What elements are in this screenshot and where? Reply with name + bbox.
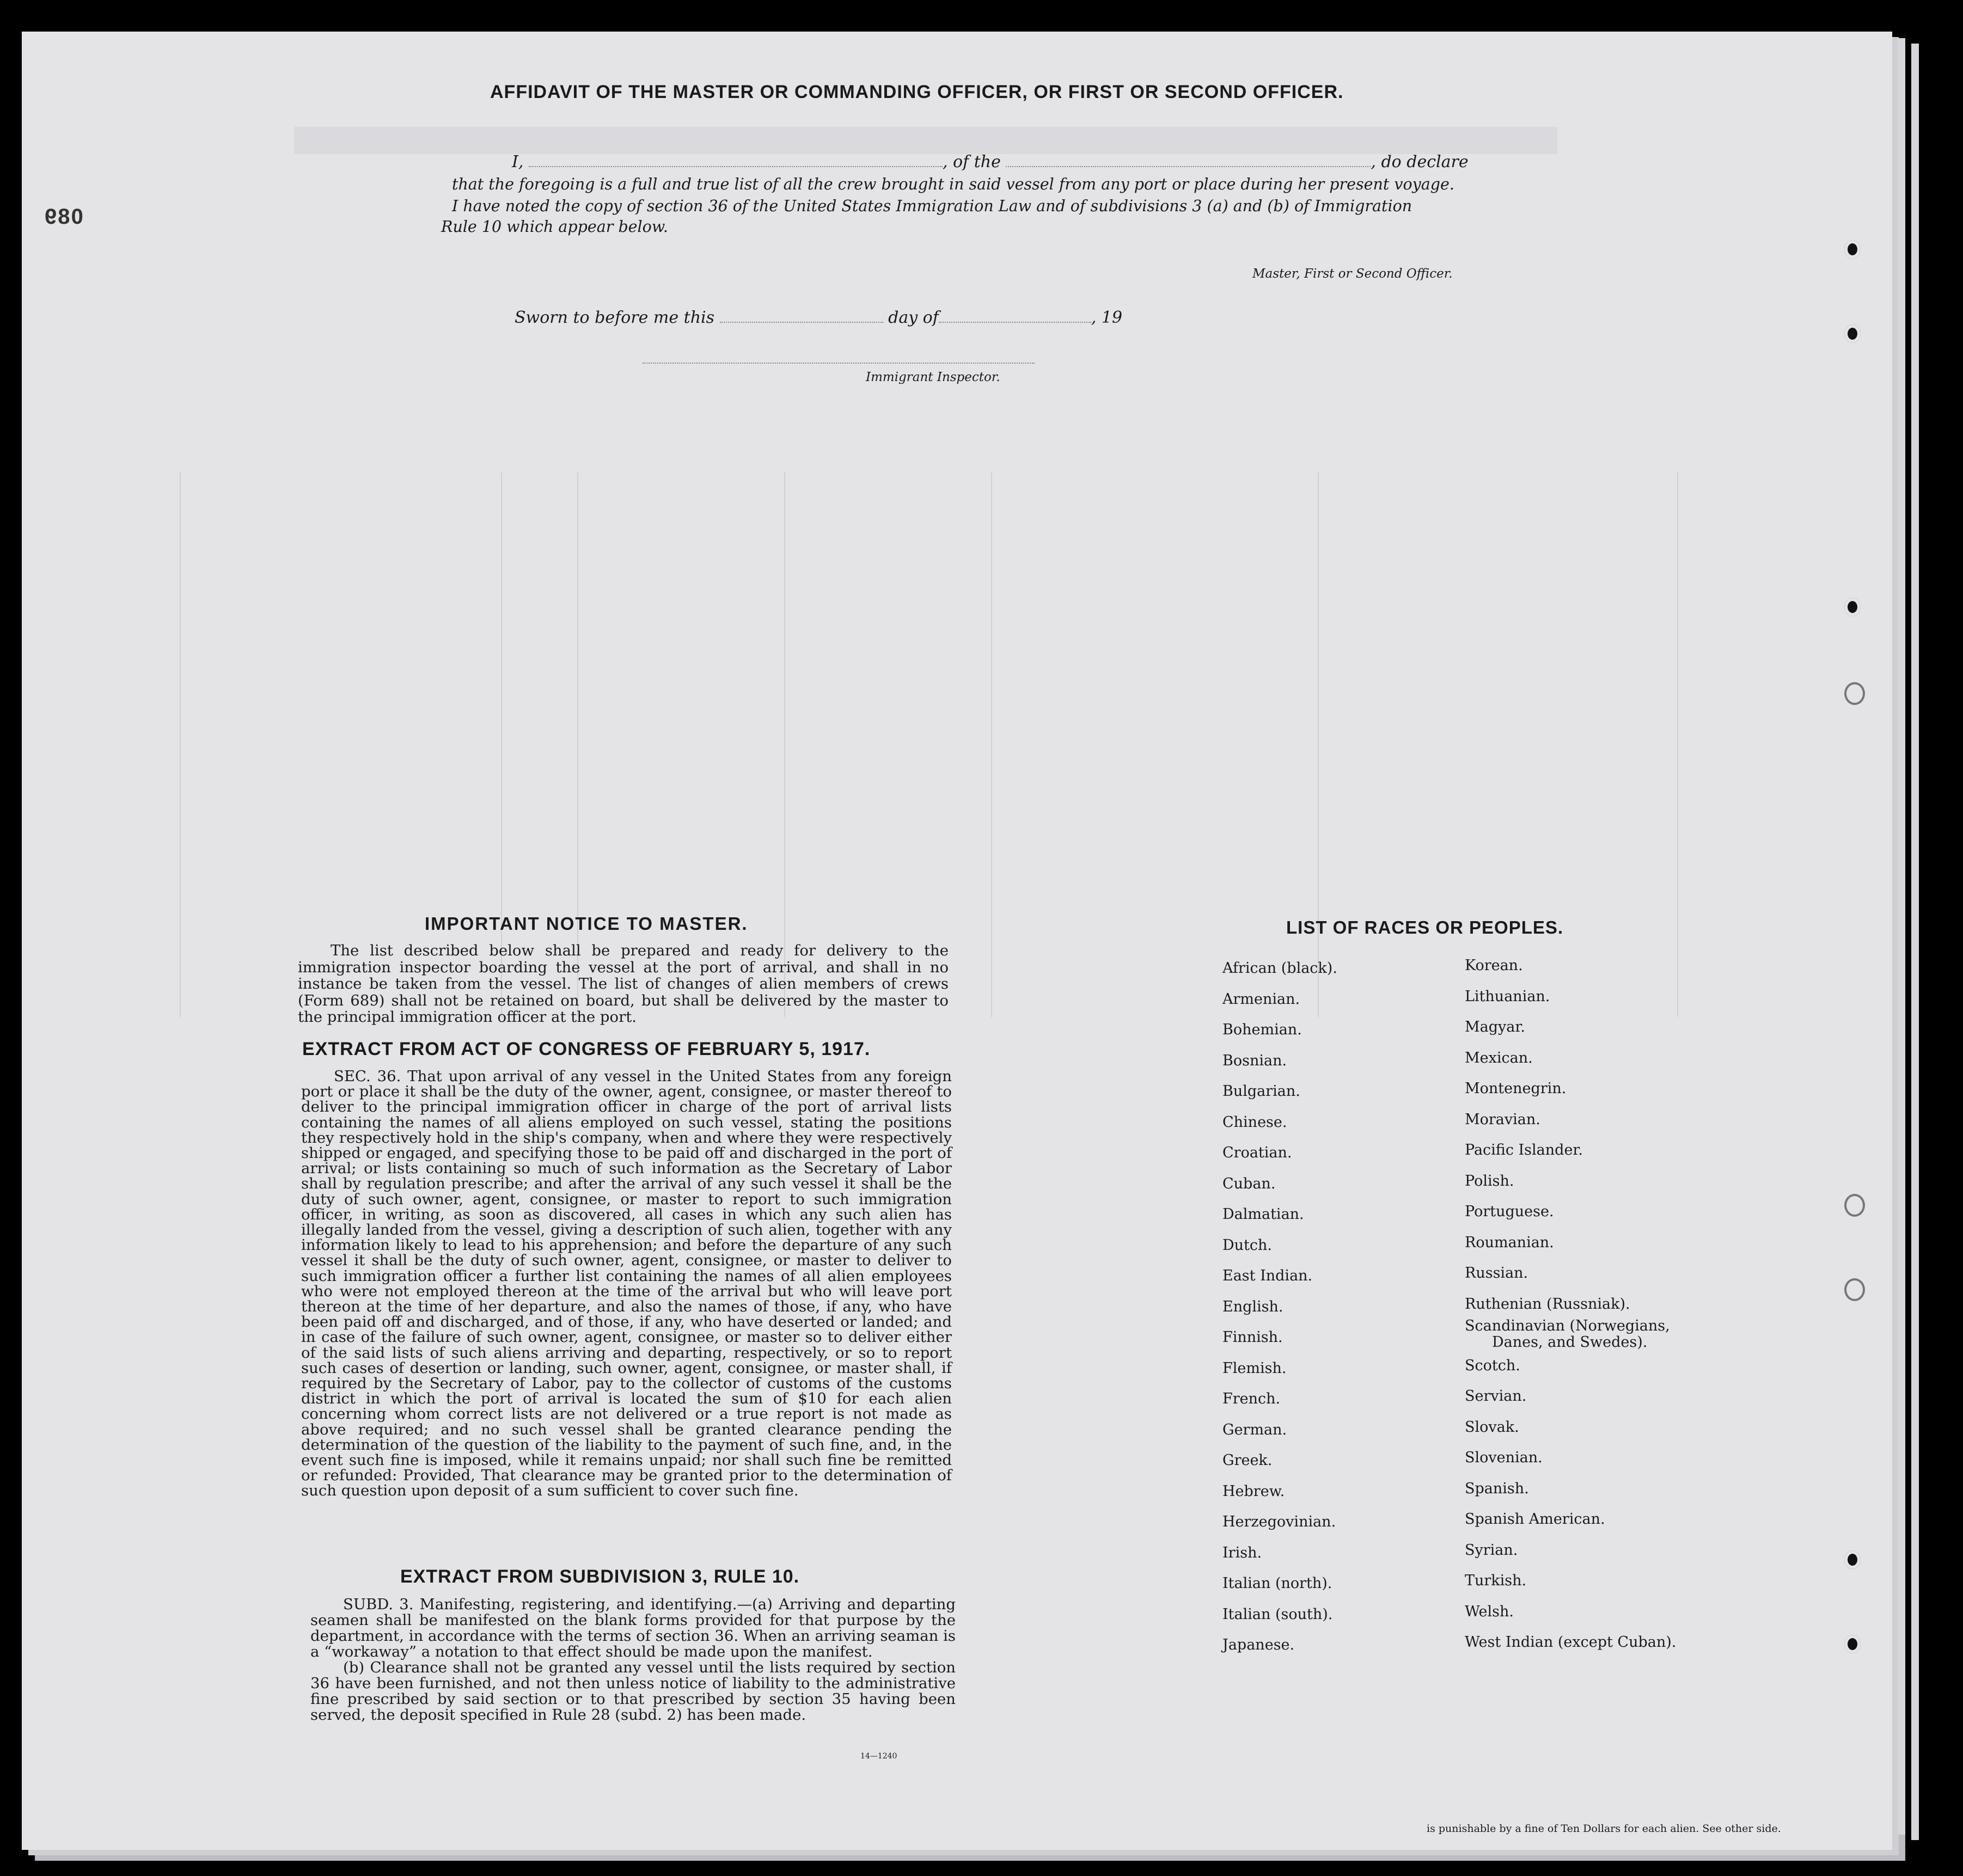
affidavit-line3: I have noted the copy of section 36 of the United States Immigration Law and of subdivisions 3 (a) and (b) of Immigration bbox=[452, 197, 1412, 215]
race-item: Hebrew. bbox=[1222, 1482, 1285, 1500]
race-item: Russian. bbox=[1465, 1265, 1528, 1282]
binder-hole-icon bbox=[1844, 682, 1865, 705]
footer-note: is punishable by a fine of Ten Dollars for each alien. See other side. bbox=[1427, 1823, 1781, 1835]
sworn-line: Sworn to before me this day of , 19 bbox=[515, 308, 1123, 327]
race-item: Bosnian. bbox=[1222, 1052, 1287, 1069]
race-item: Cuban. bbox=[1222, 1175, 1276, 1192]
races-right-column bbox=[1465, 957, 1676, 1665]
race-item: Italian (south). bbox=[1222, 1605, 1333, 1623]
notice-body: The list described below shall be prepared and ready for delivery to the immigration inspector boarding the vessel at the port of arrival, and shall in no instance be taken from the vessel. The list of changes of alien members of crews (Form 689) shall not be retained on board, but shall be delivered by the master to the principal immigration officer at the port. bbox=[298, 942, 949, 1026]
race-item: Italian (north). bbox=[1222, 1575, 1332, 1592]
races-left-column bbox=[1222, 960, 1337, 1667]
notice-title: IMPORTANT NOTICE TO MASTER. bbox=[425, 914, 748, 934]
race-item: East Indian. bbox=[1222, 1267, 1313, 1284]
extract-rule-body: SUBD. 3. Manifesting, registering, and identifying.—(a) Arriving and departing seamen shall be manifested on the blank forms provided for that purpose by the department, in accordance with the terms of section 36. When an arriving seaman is a “workaway” a notation to that effect should be made upon the manifest. (b) Clearance shall not be granted any vessel until the lists required by section 36 have been furnished, and not then unless notice of liability to the administrative fine prescribed by said section or to that prescribed by section 35 having been served, the deposit specified in Rule 28 (subd. 2) has been made. bbox=[310, 1596, 956, 1724]
binder-hole-icon bbox=[1844, 240, 1861, 259]
margin-mark: 089 bbox=[44, 205, 83, 229]
race-item: Portuguese. bbox=[1465, 1203, 1554, 1220]
race-item: Flemish. bbox=[1222, 1359, 1287, 1377]
race-item: Servian. bbox=[1465, 1388, 1527, 1405]
race-item: Magyar. bbox=[1465, 1019, 1525, 1035]
race-item: Greek. bbox=[1222, 1452, 1273, 1469]
page-edge bbox=[1898, 38, 1905, 1835]
binder-hole-icon bbox=[1844, 324, 1861, 343]
race-item: Moravian. bbox=[1465, 1111, 1540, 1128]
race-item: Pacific Islander. bbox=[1465, 1142, 1583, 1158]
race-item: Turkish. bbox=[1465, 1572, 1527, 1589]
race-item: Dalmatian. bbox=[1222, 1206, 1304, 1223]
master-signature-label: Master, First or Second Officer. bbox=[1252, 267, 1453, 281]
race-item: Roumanian. bbox=[1465, 1234, 1554, 1251]
race-item: Bohemian. bbox=[1222, 1021, 1302, 1038]
race-item: Danes, and Swedes). bbox=[1492, 1333, 1648, 1351]
binder-hole-icon bbox=[1844, 598, 1861, 616]
affidavit-title: AFFIDAVIT OF THE MASTER OR COMMANDING OFFICER, OR FIRST OR SECOND OFFICER. bbox=[490, 82, 1344, 102]
form-number: 14—1240 bbox=[860, 1752, 897, 1761]
binder-hole-icon bbox=[1844, 1550, 1861, 1569]
page-edge bbox=[1911, 44, 1919, 1840]
extract-act-title: EXTRACT FROM ACT OF CONGRESS OF FEBRUARY 5, 1917. bbox=[302, 1039, 871, 1059]
race-item: African (black). bbox=[1222, 960, 1337, 977]
bleed-through-title bbox=[294, 127, 1557, 154]
race-item: Korean. bbox=[1465, 957, 1523, 974]
race-item: Ruthenian (Russniak). bbox=[1465, 1295, 1630, 1313]
document-page bbox=[22, 32, 1892, 1850]
inspector-label: Immigrant Inspector. bbox=[866, 370, 1000, 384]
race-item: Spanish American. bbox=[1465, 1511, 1605, 1528]
race-item: Mexican. bbox=[1465, 1049, 1533, 1066]
race-item: Japanese. bbox=[1222, 1636, 1295, 1653]
race-item: English. bbox=[1222, 1298, 1283, 1315]
affidavit-line1: I, , of the , do declare bbox=[512, 152, 1469, 171]
race-item: West Indian (except Cuban). bbox=[1465, 1634, 1677, 1651]
race-item: Finnish. bbox=[1222, 1329, 1283, 1346]
race-item: French. bbox=[1222, 1390, 1281, 1407]
race-item: Spanish. bbox=[1465, 1480, 1529, 1497]
affidavit-line2: that the foregoing is a full and true list of all the crew brought in said vessel from any port or place during her present voyage. bbox=[452, 175, 1454, 193]
race-item: Syrian. bbox=[1465, 1541, 1518, 1559]
race-item: Scotch. bbox=[1465, 1357, 1520, 1374]
race-item: Slovenian. bbox=[1465, 1449, 1543, 1466]
race-item: Croatian. bbox=[1222, 1144, 1292, 1161]
race-item: Polish. bbox=[1465, 1172, 1514, 1190]
race-item: Scandinavian (Norwegians, bbox=[1465, 1317, 1670, 1334]
race-item: Lithuanian. bbox=[1465, 988, 1550, 1005]
race-item: Montenegrin. bbox=[1465, 1080, 1567, 1097]
race-item: Irish. bbox=[1222, 1544, 1262, 1561]
race-item: Dutch. bbox=[1222, 1236, 1272, 1254]
extract-act-body: SEC. 36. That upon arrival of any vessel in the United States from any foreign port or place it shall be the duty of the owner, agent, consignee, or master thereof to deliver to the principal immigration officer in charge of the port of arrival lists containing the names of all aliens employed on such vessel, stating the positions they respectively hold in the ship's company, when and where they were respectively shipped or engaged, and specifying those to be paid off and discharged in the port of arrival; or lists containing so much of such information as the Secretary of Labor shall by regulation prescribe; and after the arrival of any such vessel it shall be the duty of such owner, agent, consignee, or master to report to such immigration officer, in writing, as soon as discovered, all cases in which any such alien has illegally landed from the vessel, giving a description of such alien, together with any information likely to lead to his apprehension; and before the departure of any such vessel it shall be the duty of such owner, agent, consignee, or master to deliver to such immigration officer a further list containing the names of all alien employees who were not employed thereon at the time of the arrival but who will leave port thereon at the time of her departure, and also the names of those, if any, who have been paid off and discharged, and of those, if any, who have deserted or landed; and in case of the failure of such owner, agent, consignee, or master so to deliver either of the said lists of such aliens arriving and departing, respectively, or so to report such cases of desertion or landing, such owner, agent, consignee, or master shall, if required by the Secretary of Labor, pay to the collector of customs of the customs district in which the port of arrival is located the sum of $10 for each alien concerning whom correct lists are not delivered or a true report is not made as above required; and no such vessel shall be granted clearance pending the determination of the question of the liability to the payment of such fine, and, in the event such fine is imposed, while it remains unpaid; nor shall such fine be remitted or refunded: Provided, That clearance may be granted prior to the determination of such question upon deposit of a sum sufficient to cover such fine. bbox=[301, 1068, 952, 1500]
binder-hole-icon bbox=[1844, 1194, 1865, 1217]
binder-hole-icon bbox=[1844, 1635, 1861, 1653]
race-item: Herzegovinian. bbox=[1222, 1513, 1336, 1530]
races-title: LIST OF RACES OR PEOPLES. bbox=[1286, 917, 1564, 937]
race-item: Slovak. bbox=[1465, 1418, 1519, 1436]
race-item: Chinese. bbox=[1222, 1113, 1287, 1131]
race-item: Armenian. bbox=[1222, 990, 1300, 1008]
inspector-signature-line bbox=[643, 363, 1035, 364]
extract-rule-title: EXTRACT FROM SUBDIVISION 3, RULE 10. bbox=[400, 1566, 800, 1587]
binder-hole-icon bbox=[1844, 1278, 1865, 1301]
race-item: Welsh. bbox=[1465, 1603, 1514, 1620]
race-item: Bulgarian. bbox=[1222, 1083, 1300, 1100]
race-item: German. bbox=[1222, 1421, 1287, 1438]
affidavit-line4: Rule 10 which appear below. bbox=[441, 218, 668, 236]
